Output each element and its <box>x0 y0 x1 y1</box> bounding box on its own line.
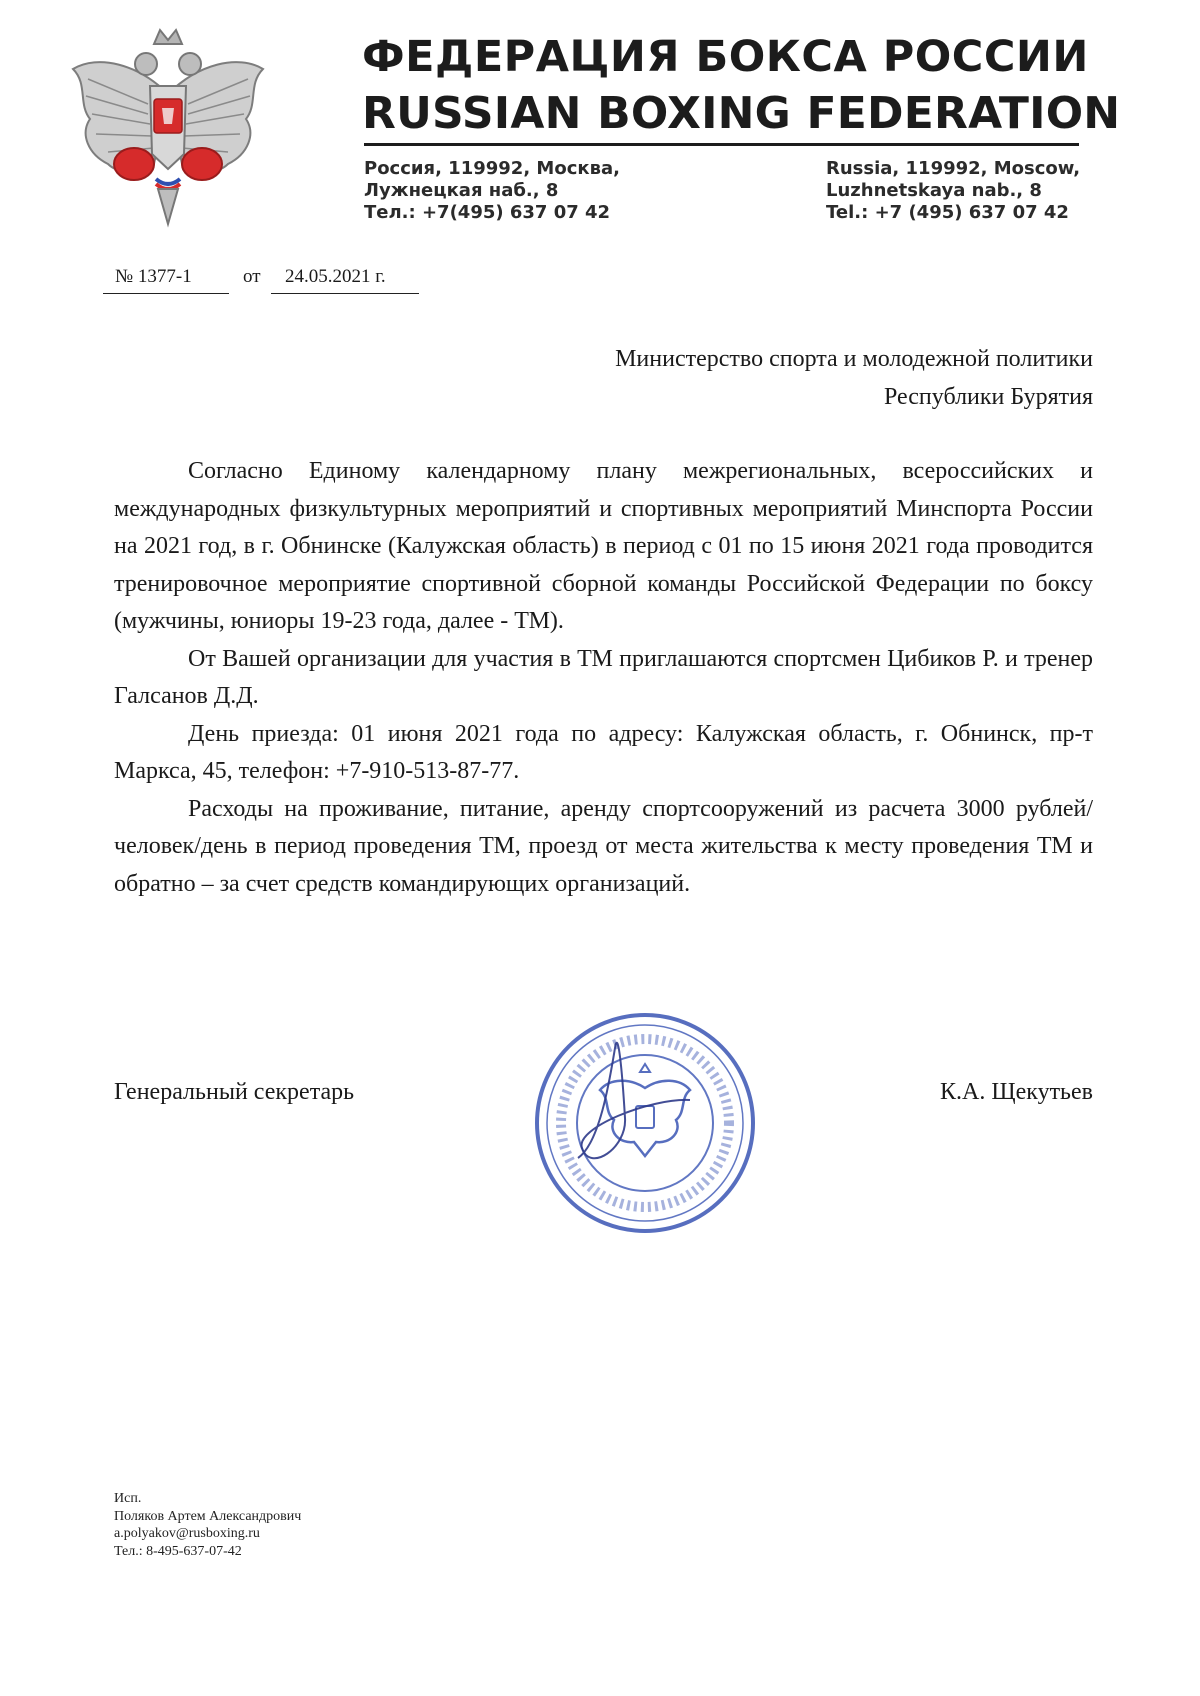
executor-info <box>114 1490 301 1560</box>
addressee-line: Министерство спорта и молодежной политики <box>615 346 1093 372</box>
signatory-title: Генеральный секретарь <box>114 1079 355 1105</box>
reference-number-underline <box>103 293 229 294</box>
reference-from-label: от <box>243 266 261 287</box>
address-ru <box>364 158 620 224</box>
address-en-line: Luzhnetskaya nab., 8 <box>826 180 1042 201</box>
reference-number: № 1377-1 <box>115 266 192 287</box>
org-name-ru: ФЕДЕРАЦИЯ БОКСА РОССИИ <box>362 32 1089 82</box>
body-paragraph: Согласно Единому календарному плану межрегиональных, всероссийских и международных физкультурных мероприятий и спортивных мероприятий Минспорта России на 2021 год, в г. Обнинске (Калужская область) в период с 01 по 15 июня 2021 года проводится тренировочное мероприятие спортивной сборной команды Российской Федерации по боксу (мужчины, юниоры 19-23 года, далее - ТМ). <box>114 458 1093 634</box>
address-ru-line: Лужнецкая наб., 8 <box>364 180 559 201</box>
signatory-name: К.А. Щекутьев <box>940 1079 1093 1105</box>
address-en-line: Tel.: +7 (495) 637 07 42 <box>826 202 1069 223</box>
executor-label: Исп. <box>114 1491 142 1506</box>
addressee-line: Республики Бурятия <box>884 384 1093 410</box>
body-paragraph: Расходы на проживание, питание, аренду спортсооружений из расчета 3000 рублей/человек/день в период проведения ТМ, проезд от места жительства к месту проведения ТМ и обратно – за счет средств командирующих организаций. <box>114 795 1093 897</box>
body-paragraph: День приезда: 01 июня 2021 года по адресу: Калужская область, г. Обнинск, пр-т Маркса, 45, телефон: +7-910-513-87-77. <box>114 720 1093 784</box>
reference-date: 24.05.2021 г. <box>285 266 386 287</box>
letter-body <box>114 453 1093 903</box>
address-en-line: Russia, 119992, Moscow, <box>826 158 1081 179</box>
eagle-emblem-icon <box>68 24 268 234</box>
executor-name: Поляков Артем Александрович <box>114 1508 302 1524</box>
address-en <box>826 158 1080 224</box>
executor-email: a.polyakov@rusboxing.ru <box>114 1526 260 1541</box>
seal-stamp-icon <box>530 1008 760 1238</box>
reference-date-underline <box>271 293 419 294</box>
addressee-block <box>453 340 1093 416</box>
executor-phone: Тел.: 8-495-637-07-42 <box>114 1543 242 1559</box>
address-ru-line: Россия, 119992, Москва, <box>364 158 620 179</box>
org-name-en: RUSSIAN BOXING FEDERATION <box>362 88 1121 139</box>
body-paragraph: От Вашей организации для участия в ТМ приглашаются спортсмен Цибиков Р. и тренер Галсанов Д.Д. <box>114 645 1093 709</box>
address-ru-line: Тел.: +7(495) 637 07 42 <box>364 202 611 223</box>
header-divider <box>364 143 1079 146</box>
